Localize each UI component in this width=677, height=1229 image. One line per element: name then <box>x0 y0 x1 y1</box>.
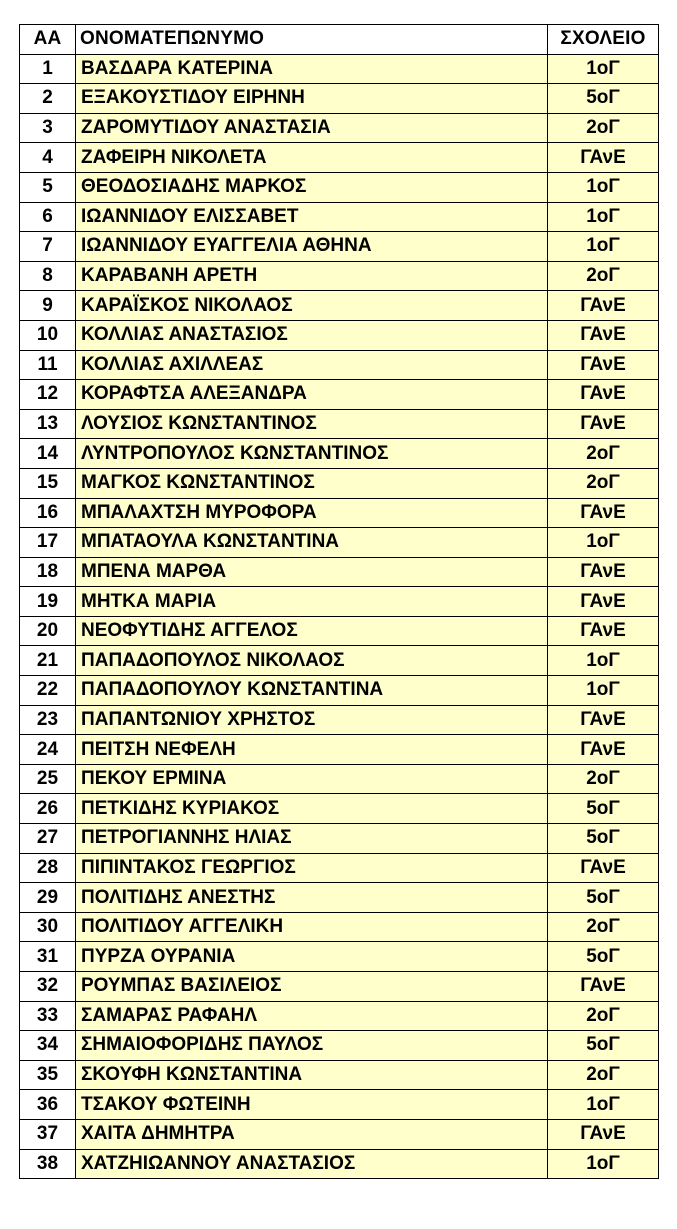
row-number-cell: 17 <box>20 528 76 558</box>
student-name-cell: ΖΑΡΟΜΥΤΙΔΟΥ ΑΝΑΣΤΑΣΙΑ <box>76 113 548 143</box>
table-row <box>20 853 659 883</box>
row-number-cell: 11 <box>20 350 76 380</box>
student-name-cell: ΚΟΛΛΙΑΣ ΑΧΙΛΛΕΑΣ <box>76 350 548 380</box>
table-row <box>20 320 659 350</box>
table-row <box>20 616 659 646</box>
table-header-row <box>20 25 659 55</box>
student-name-cell: ΧΑΙΤΑ ΔΗΜΗΤΡΑ <box>76 1119 548 1149</box>
row-number-cell: 21 <box>20 646 76 676</box>
table-row <box>20 291 659 321</box>
student-name-cell: ΠΕΙΤΣΗ ΝΕΦΕΛΗ <box>76 735 548 765</box>
student-name-cell: ΜΠΕΝΑ ΜΑΡΘΑ <box>76 557 548 587</box>
student-name-cell: ΣΑΜΑΡΑΣ ΡΑΦΑΗΛ <box>76 1001 548 1031</box>
student-name-cell: ΜΗΤΚΑ ΜΑΡΙΑ <box>76 587 548 617</box>
table-row <box>20 646 659 676</box>
row-number-cell: 25 <box>20 764 76 794</box>
school-cell: ΓΑνΕ <box>548 498 659 528</box>
student-name-cell: ΡΟΥΜΠΑΣ ΒΑΣΙΛΕΙΟΣ <box>76 972 548 1002</box>
school-cell: ΓΑνΕ <box>548 1119 659 1149</box>
student-name-cell: ΚΑΡΑΪΣΚΟΣ ΝΙΚΟΛΑΟΣ <box>76 291 548 321</box>
school-cell: 2οΓ <box>548 764 659 794</box>
student-name-cell: ΠΑΠΑΔΟΠΟΥΛΟΥ ΚΩΝΣΤΑΝΤΙΝΑ <box>76 676 548 706</box>
row-number-cell: 19 <box>20 587 76 617</box>
student-name-cell: ΖΑΦΕΙΡΗ ΝΙΚΟΛΕΤΑ <box>76 143 548 173</box>
school-cell: ΓΑνΕ <box>548 350 659 380</box>
table-row <box>20 735 659 765</box>
school-cell: ΓΑνΕ <box>548 320 659 350</box>
school-cell: ΓΑνΕ <box>548 291 659 321</box>
school-cell: 1οΓ <box>548 202 659 232</box>
row-number-cell: 33 <box>20 1001 76 1031</box>
school-cell: ΓΑνΕ <box>548 143 659 173</box>
student-name-cell: ΚΑΡΑΒΑΝΗ ΑΡΕΤΗ <box>76 261 548 291</box>
student-name-cell: ΤΣΑΚΟΥ ΦΩΤΕΙΝΗ <box>76 1090 548 1120</box>
row-number-cell: 28 <box>20 853 76 883</box>
row-number-cell: 20 <box>20 616 76 646</box>
table-row <box>20 1119 659 1149</box>
row-number-cell: 37 <box>20 1119 76 1149</box>
table-row <box>20 113 659 143</box>
student-name-cell: ΧΑΤΖΗΙΩΑΝΝΟΥ ΑΝΑΣΤΑΣΙΟΣ <box>76 1149 548 1179</box>
table-row <box>20 380 659 410</box>
column-header-aa: ΑΑ <box>20 25 76 55</box>
school-cell: ΓΑνΕ <box>548 616 659 646</box>
student-name-cell: ΙΩΑΝΝΙΔΟΥ ΕΛΙΣΣΑΒΕΤ <box>76 202 548 232</box>
school-cell: 5οΓ <box>548 942 659 972</box>
row-number-cell: 1 <box>20 54 76 84</box>
row-number-cell: 10 <box>20 320 76 350</box>
table-row <box>20 972 659 1002</box>
row-number-cell: 13 <box>20 409 76 439</box>
table-row <box>20 705 659 735</box>
school-cell: 5οΓ <box>548 1031 659 1061</box>
school-cell: 1οΓ <box>548 1149 659 1179</box>
school-cell: 2οΓ <box>548 261 659 291</box>
school-cell: 5οΓ <box>548 883 659 913</box>
student-name-cell: ΣΚΟΥΦΗ ΚΩΝΣΤΑΝΤΙΝΑ <box>76 1060 548 1090</box>
student-name-cell: ΒΑΣΔΑΡΑ ΚΑΤΕΡΙΝΑ <box>76 54 548 84</box>
row-number-cell: 14 <box>20 439 76 469</box>
row-number-cell: 30 <box>20 912 76 942</box>
table-row <box>20 587 659 617</box>
table-row <box>20 232 659 262</box>
row-number-cell: 32 <box>20 972 76 1002</box>
row-number-cell: 7 <box>20 232 76 262</box>
row-number-cell: 12 <box>20 380 76 410</box>
school-cell: ΓΑνΕ <box>548 409 659 439</box>
table-row <box>20 202 659 232</box>
school-cell: 1οΓ <box>548 232 659 262</box>
row-number-cell: 23 <box>20 705 76 735</box>
row-number-cell: 18 <box>20 557 76 587</box>
school-cell: 2οΓ <box>548 439 659 469</box>
student-name-cell: ΜΑΓΚΟΣ ΚΩΝΣΤΑΝΤΙΝΟΣ <box>76 468 548 498</box>
student-name-cell: ΠΕΤΚΙΔΗΣ ΚΥΡΙΑΚΟΣ <box>76 794 548 824</box>
row-number-cell: 31 <box>20 942 76 972</box>
student-name-cell: ΠΑΠΑΝΤΩΝΙΟΥ ΧΡΗΣΤΟΣ <box>76 705 548 735</box>
table-row <box>20 764 659 794</box>
row-number-cell: 26 <box>20 794 76 824</box>
row-number-cell: 2 <box>20 84 76 114</box>
student-name-cell: ΠΟΛΙΤΙΔΗΣ ΑΝΕΣΤΗΣ <box>76 883 548 913</box>
row-number-cell: 9 <box>20 291 76 321</box>
table-row <box>20 942 659 972</box>
student-name-cell: ΠΑΠΑΔΟΠΟΥΛΟΣ ΝΙΚΟΛΑΟΣ <box>76 646 548 676</box>
student-name-cell: ΠΕΚΟΥ ΕΡΜΙΝΑ <box>76 764 548 794</box>
row-number-cell: 36 <box>20 1090 76 1120</box>
student-name-cell: ΠΙΠΙΝΤΑΚΟΣ ΓΕΩΡΓΙΟΣ <box>76 853 548 883</box>
row-number-cell: 35 <box>20 1060 76 1090</box>
column-header-school: ΣΧΟΛΕΙΟ <box>548 25 659 55</box>
table-row <box>20 1149 659 1179</box>
student-name-cell: ΜΠΑΛΑΧΤΣΗ ΜΥΡΟΦΟΡΑ <box>76 498 548 528</box>
student-roster-sheet <box>19 24 658 1179</box>
student-roster-table <box>19 24 659 1179</box>
school-cell: ΓΑνΕ <box>548 557 659 587</box>
table-row <box>20 912 659 942</box>
table-row <box>20 439 659 469</box>
school-cell: 2οΓ <box>548 1001 659 1031</box>
row-number-cell: 24 <box>20 735 76 765</box>
school-cell: 1οΓ <box>548 528 659 558</box>
school-cell: 1οΓ <box>548 676 659 706</box>
student-name-cell: ΛΟΥΣΙΟΣ ΚΩΝΣΤΑΝΤΙΝΟΣ <box>76 409 548 439</box>
school-cell: 1οΓ <box>548 172 659 202</box>
table-row <box>20 1060 659 1090</box>
row-number-cell: 27 <box>20 824 76 854</box>
student-name-cell: ΙΩΑΝΝΙΔΟΥ ΕΥΑΓΓΕΛΙΑ ΑΘΗΝΑ <box>76 232 548 262</box>
table-row <box>20 883 659 913</box>
row-number-cell: 8 <box>20 261 76 291</box>
student-name-cell: ΠΕΤΡΟΓΙΑΝΝΗΣ ΗΛΙΑΣ <box>76 824 548 854</box>
table-row <box>20 1031 659 1061</box>
student-name-cell: ΚΟΛΛΙΑΣ ΑΝΑΣΤΑΣΙΟΣ <box>76 320 548 350</box>
table-row <box>20 824 659 854</box>
table-row <box>20 1090 659 1120</box>
row-number-cell: 38 <box>20 1149 76 1179</box>
student-name-cell: ΚΟΡΑΦΤΣΑ ΑΛΕΞΑΝΔΡΑ <box>76 380 548 410</box>
table-row <box>20 557 659 587</box>
row-number-cell: 5 <box>20 172 76 202</box>
student-name-cell: ΝΕΟΦΥΤΙΔΗΣ ΑΓΓΕΛΟΣ <box>76 616 548 646</box>
student-name-cell: ΠΟΛΙΤΙΔΟΥ ΑΓΓΕΛΙΚΗ <box>76 912 548 942</box>
school-cell: 5οΓ <box>548 794 659 824</box>
school-cell: ΓΑνΕ <box>548 380 659 410</box>
school-cell: 2οΓ <box>548 468 659 498</box>
school-cell: ΓΑνΕ <box>548 735 659 765</box>
table-row <box>20 468 659 498</box>
table-row <box>20 794 659 824</box>
school-cell: ΓΑνΕ <box>548 587 659 617</box>
student-name-cell: ΜΠΑΤΑΟΥΛΑ ΚΩΝΣΤΑΝΤΙΝΑ <box>76 528 548 558</box>
student-name-cell: ΕΞΑΚΟΥΣΤΙΔΟΥ ΕΙΡΗΝΗ <box>76 84 548 114</box>
school-cell: 1οΓ <box>548 646 659 676</box>
table-row <box>20 172 659 202</box>
table-row <box>20 409 659 439</box>
school-cell: 2οΓ <box>548 113 659 143</box>
row-number-cell: 4 <box>20 143 76 173</box>
row-number-cell: 3 <box>20 113 76 143</box>
table-row <box>20 1001 659 1031</box>
table-row <box>20 143 659 173</box>
school-cell: 1οΓ <box>548 54 659 84</box>
student-name-cell: ΘΕΟΔΟΣΙΑΔΗΣ ΜΑΡΚΟΣ <box>76 172 548 202</box>
row-number-cell: 22 <box>20 676 76 706</box>
table-body <box>20 54 659 1179</box>
school-cell: 2οΓ <box>548 1060 659 1090</box>
row-number-cell: 16 <box>20 498 76 528</box>
school-cell: 1οΓ <box>548 1090 659 1120</box>
student-name-cell: ΣΗΜΑΙΟΦΟΡΙΔΗΣ ΠΑΥΛΟΣ <box>76 1031 548 1061</box>
school-cell: 5οΓ <box>548 824 659 854</box>
school-cell: ΓΑνΕ <box>548 705 659 735</box>
school-cell: ΓΑνΕ <box>548 972 659 1002</box>
student-name-cell: ΠΥΡΖΑ ΟΥΡΑΝΙΑ <box>76 942 548 972</box>
column-header-name: ΟΝΟΜΑΤΕΠΩΝΥΜΟ <box>76 25 548 55</box>
table-row <box>20 84 659 114</box>
school-cell: 2οΓ <box>548 912 659 942</box>
student-name-cell: ΛΥΝΤΡΟΠΟΥΛΟΣ ΚΩΝΣΤΑΝΤΙΝΟΣ <box>76 439 548 469</box>
row-number-cell: 34 <box>20 1031 76 1061</box>
table-row <box>20 54 659 84</box>
row-number-cell: 15 <box>20 468 76 498</box>
school-cell: 5οΓ <box>548 84 659 114</box>
table-row <box>20 528 659 558</box>
table-row <box>20 498 659 528</box>
row-number-cell: 29 <box>20 883 76 913</box>
table-row <box>20 350 659 380</box>
table-row <box>20 676 659 706</box>
school-cell: ΓΑνΕ <box>548 853 659 883</box>
table-row <box>20 261 659 291</box>
row-number-cell: 6 <box>20 202 76 232</box>
